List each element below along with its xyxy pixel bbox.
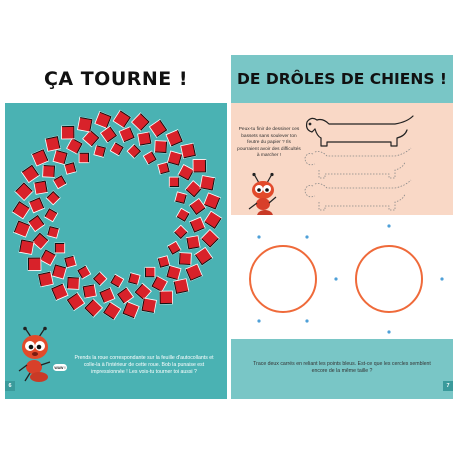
- blue-dot: [257, 319, 260, 322]
- illusion-square: [19, 239, 35, 255]
- illusion-square: [203, 211, 222, 230]
- illusion-square: [28, 215, 46, 233]
- illusion-square: [117, 287, 135, 305]
- illusion-square: [66, 292, 85, 311]
- illusion-square: [186, 235, 201, 250]
- illusion-square: [44, 208, 58, 222]
- left-instructions: Prends la roue correspondante sur la feuille d'autocollants et colle-la à l'intérieur de cette roue. Bob la punaise est impressionnée ! Les vois-tu tourner toi aussi ?: [74, 355, 214, 375]
- right-instructions: Trace deux carrés en reliant les points bleus. Est-ce que les cercles semblent encore de la même taille ?: [253, 361, 431, 374]
- illusion-square: [64, 162, 77, 175]
- illusion-square: [173, 225, 188, 240]
- illusion-square: [39, 249, 56, 266]
- illusion-square: [93, 145, 106, 158]
- rotating-wheel-illusion: [5, 103, 227, 343]
- illusion-square: [31, 232, 49, 250]
- illusion-square: [179, 252, 192, 265]
- illusion-square: [189, 198, 207, 216]
- illusion-square: [103, 301, 122, 320]
- illusion-square: [141, 298, 157, 314]
- left-page: [5, 55, 227, 399]
- illusion-square: [61, 126, 75, 140]
- illusion-square: [165, 129, 183, 147]
- illusion-square: [77, 117, 93, 133]
- illusion-square: [99, 287, 116, 304]
- illusion-square: [176, 208, 190, 222]
- illusion-square: [82, 284, 97, 299]
- blue-dot: [305, 319, 308, 322]
- basset-dog-trace-2: [305, 180, 411, 210]
- illusion-square: [42, 165, 55, 178]
- blue-dot: [305, 235, 308, 238]
- illusion-square: [131, 112, 150, 131]
- illusion-square: [64, 255, 77, 268]
- illusion-square: [151, 275, 168, 292]
- blue-dot: [257, 235, 260, 238]
- illusion-square: [66, 137, 83, 154]
- illusion-square: [100, 126, 118, 144]
- illusion-square: [194, 247, 213, 266]
- illusion-square: [200, 229, 219, 248]
- illusion-square: [145, 267, 156, 278]
- illusion-circle-right: [356, 246, 422, 312]
- illusion-square: [174, 191, 187, 204]
- illusion-square: [127, 144, 142, 159]
- illusion-square: [55, 243, 66, 254]
- page-number-right: 7: [443, 381, 453, 391]
- basset-dog-complete: [307, 116, 413, 146]
- blue-dot: [440, 277, 443, 280]
- illusion-square: [67, 277, 80, 290]
- illusion-square: [110, 142, 124, 156]
- illusion-square: [47, 226, 60, 239]
- page-number-left: 6: [5, 381, 15, 391]
- dog-question: Peux-tu finir de dessiner ces bassets sans soulever ton feutre du papier ? Ils pourraient avoir des difficultés à marcher !: [237, 127, 301, 158]
- blue-dot: [387, 224, 390, 227]
- blue-dot: [334, 277, 337, 280]
- illusion-square: [200, 175, 216, 191]
- illusion-square: [169, 177, 180, 188]
- right-page-title: DE DRÔLES DE CHIENS !: [231, 55, 453, 103]
- illusion-square: [157, 162, 170, 175]
- illusion-square: [79, 153, 90, 164]
- illusion-square: [12, 201, 31, 220]
- illusion-square: [53, 149, 69, 165]
- illusion-square: [28, 257, 42, 271]
- illusion-square: [177, 164, 194, 181]
- left-circle-set: [250, 235, 316, 322]
- speech-bubble: WAW !: [54, 365, 66, 370]
- illusion-square: [84, 298, 103, 317]
- illusion-square: [154, 140, 167, 153]
- illusion-square: [128, 272, 141, 285]
- illusion-square: [28, 197, 45, 214]
- illusion-square: [31, 149, 49, 167]
- blue-dot: [387, 330, 390, 333]
- basset-dog-trace-1: [305, 148, 411, 178]
- illusion-square: [185, 180, 203, 198]
- illusion-square: [193, 159, 207, 173]
- illusion-square: [33, 180, 48, 195]
- ant-mascot-left: [13, 327, 58, 382]
- illusion-square: [180, 143, 196, 159]
- illusion-square: [189, 217, 206, 234]
- illusion-square: [149, 119, 168, 138]
- illusion-square: [51, 283, 69, 301]
- illusion-square: [45, 136, 61, 152]
- illusion-square: [157, 255, 170, 268]
- illusion-square: [137, 131, 152, 146]
- illusion-square: [185, 263, 203, 281]
- illusion-square: [46, 190, 61, 205]
- basset-dogs-drawing: [299, 110, 449, 220]
- illusion-square: [113, 110, 132, 129]
- illusion-circle-left: [250, 246, 316, 312]
- illusion-square: [82, 129, 100, 147]
- illusion-square: [159, 291, 173, 305]
- illusion-square: [173, 278, 189, 294]
- right-page: [231, 55, 453, 399]
- illusion-square: [38, 271, 54, 287]
- circle-illusion-drawing: [231, 215, 453, 339]
- illusion-square: [14, 182, 33, 201]
- illusion-square: [92, 271, 107, 286]
- illusion-square: [166, 265, 182, 281]
- right-circle-set: [334, 224, 443, 333]
- illusion-square: [21, 164, 40, 183]
- illusion-square: [119, 126, 136, 143]
- left-page-title: ÇA TOURNE !: [43, 68, 189, 90]
- illusion-square: [167, 151, 183, 167]
- illusion-square: [134, 283, 152, 301]
- illusion-square: [110, 274, 124, 288]
- illusion-square: [51, 264, 67, 280]
